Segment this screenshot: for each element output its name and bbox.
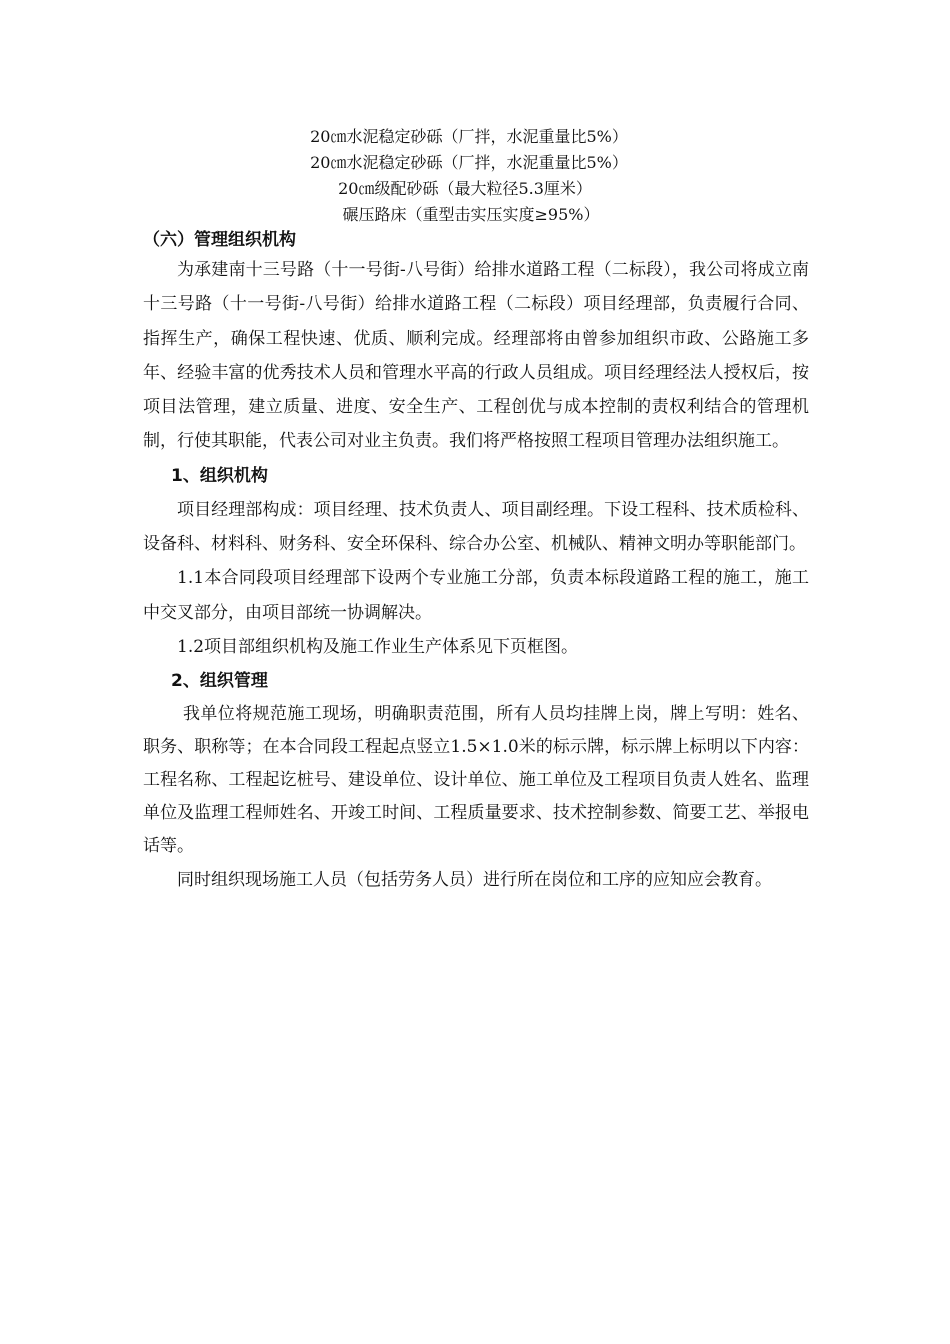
pavement-layer-1: 20㎝水泥稳定砂砾（厂拌，水泥重量比5%） [310,127,628,146]
document-body [143,227,809,898]
pavement-layer-3: 20㎝级配砂砾（最大粒径5.3厘米） [338,179,592,198]
pavement-layer-list [0,124,950,228]
pavement-layer-4: 碾压路床（重型击实压实度≥95%） [342,205,600,224]
pavement-layer-2: 20㎝水泥稳定砂砾（厂拌，水泥重量比5%） [310,153,628,172]
org-management-paragraph: 我单位将规范施工现场，明确职责范围，所有人员均挂牌上岗，牌上写明：姓名、职务、职称等；在本合同段工程起点竖立1.5×1.0米的标示牌，标示牌上标明以下内容：工程名称、工程起讫桩号、建设单位、设计单位、施工单位及工程项目负责人姓名、监理单位及监理工程师姓名、开竣工时间、工程质量要求、技术控制参数、简要工艺、举报电话等。 [143,704,809,857]
subsection-title-org-management: 2、组织管理 [171,671,268,692]
intro-paragraph: 为承建南十三号路（十一号街-八号街）给排水道路工程（二标段），我公司将成立南十三号路（十一号街-八号街）给排水道路工程（二标段）项目经理部，负责履行合同、指挥生产，确保工程快速、优质、顺利完成。经理部将由曾参加组织市政、公路施工多年、经验丰富的优秀技术人员和管理水平高的行政人员组成。项目经理经法人授权后，按项目法管理，建立质量、进度、安全生产、工程创优与成本控制的责权利结合的管理机制，行使其职能，代表公司对业主负责。我们将严格按照工程项目管理办法组织施工。 [143,260,809,452]
training-paragraph: 同时组织现场施工人员（包括劳务人员）进行所在岗位和工序的应知应会教育。 [177,870,772,891]
org-structure-item-1-1: 1.1本合同段项目经理部下设两个专业施工分部，负责本标段道路工程的施工，施工中交叉部分，由项目部统一协调解决。 [143,568,809,623]
org-structure-paragraph: 项目经理部构成：项目经理、技术负责人、项目副经理。下设工程科、技术质检科、设备科、材料科、财务科、安全环保科、综合办公室、机械队、精神文明办等职能部门。 [143,499,809,555]
subsection-title-org-structure: 1、组织机构 [171,465,268,486]
org-structure-item-1-2: 1.2项目部组织机构及施工作业生产体系见下页框图。 [177,636,579,657]
section-title: （六）管理组织机构 [143,230,296,250]
